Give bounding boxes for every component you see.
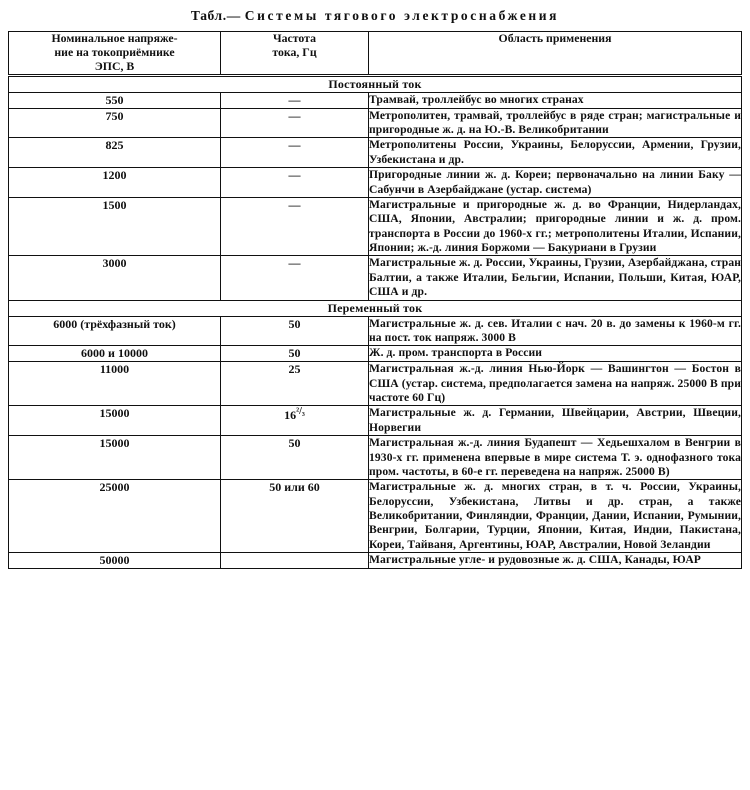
cell-voltage: 550 xyxy=(9,92,221,108)
cell-voltage: 25000 xyxy=(9,480,221,553)
cell-frequency: 50 или 60 xyxy=(221,480,369,553)
frequency-fraction: ²/₃ xyxy=(296,406,305,418)
cell-voltage: 1200 xyxy=(9,168,221,198)
table-row xyxy=(9,436,742,480)
table-row xyxy=(9,553,742,569)
cell-voltage: 6000 и 10000 xyxy=(9,346,221,362)
cell-application: Метрополитен, трамвай, троллейбус в ряде стран; магистральные и пригородные ж. д. на Ю.-В. Великобритании xyxy=(369,108,741,137)
header-line: Номинальное напряже- xyxy=(51,31,178,45)
cell-application: Ж. д. пром. транспорта в России xyxy=(369,346,742,362)
table-row xyxy=(9,406,742,436)
caption-title: Системы тягового электроснабжения xyxy=(244,8,560,23)
table-caption xyxy=(8,8,742,24)
cell-frequency: — xyxy=(221,92,369,108)
section-title-dc: Постоянный ток xyxy=(9,75,742,92)
table-row xyxy=(9,346,742,362)
column-header-voltage xyxy=(9,32,221,76)
traction-power-supply-table xyxy=(8,31,742,569)
cell-voltage: 15000 xyxy=(9,436,221,480)
cell-application: Магистральные ж. д. Германии, Швейцарии, Австрии, Швеции, Норвегии xyxy=(369,406,741,434)
header-line: Частота xyxy=(272,31,316,45)
table-row xyxy=(9,168,742,198)
table-row xyxy=(9,108,742,138)
cell-application: Магистральные угле- и рудовозные ж. д. США, Канады, ЮАР xyxy=(369,553,742,569)
cell-application: Магистральные ж. д. сев. Италии с нач. 20 в. до замены к 1960-м гг. на пост. ток напряж. 3000 В xyxy=(369,316,741,344)
cell-voltage: 750 xyxy=(9,108,221,138)
table-row xyxy=(9,197,742,256)
cell-application: Магистральные и пригородные ж. д. во Франции, Нидерландах, США, Японии, Австралии; пригородные линии и ж. д. пром. транспорта в России до 1960-х гг.; метрополитены Италии, Испании, Японии; ж.-д. линия Боржоми — Бакуриани в Грузии xyxy=(369,197,741,255)
table-row xyxy=(9,92,742,108)
table-row xyxy=(9,138,742,168)
cell-frequency: 50 xyxy=(221,436,369,480)
table-row xyxy=(9,362,742,406)
cell-application: Магистральные ж. д. России, Украины, Грузии, Азербайджана, стран Балтии, а также Италии, Бельгии, Испании, Польши, Китая, ЮАР, США и др. xyxy=(369,256,741,299)
cell-frequency: — xyxy=(221,138,369,168)
table-body xyxy=(9,75,742,569)
header-line: ние на токоприёмнике xyxy=(54,44,175,59)
cell-voltage: 1500 xyxy=(9,197,221,256)
cell-voltage: 3000 xyxy=(9,256,221,300)
cell-frequency: — xyxy=(221,197,369,256)
cell-application: Магистральные ж. д. многих стран, в т. ч. России, Украины, Белоруссии, Узбекистана, Литвы и др. стран, а также Великобритании, Финляндии, Франции, Дании, Испании, Румынии, Венгрии, Болгарии, Турции, Японии, Китая, Индии, Пакистана, Кореи, Тайваня, Аргентины, ЮАР, Австралии, Новой Зеландии xyxy=(369,480,741,551)
table-row xyxy=(9,256,742,300)
cell-frequency xyxy=(221,553,369,569)
header-line: ЭПС, В xyxy=(94,58,135,73)
cell-application: Магистральная ж.-д. линия Нью-Йорк — Вашингтон — Бостон в США (устар. система, предполагается замена на напряж. 25000 В при частоте 60 Гц) xyxy=(369,362,741,405)
cell-frequency: 50 xyxy=(221,316,369,346)
cell-voltage: 6000 (трёхфазный ток) xyxy=(9,316,221,346)
cell-voltage: 50000 xyxy=(9,553,221,569)
cell-frequency: 25 xyxy=(221,362,369,406)
cell-voltage: 11000 xyxy=(9,362,221,406)
cell-frequency: — xyxy=(221,256,369,300)
column-header-application xyxy=(369,32,742,76)
cell-application: Магистральная ж.-д. линия Будапешт — Хедьешхалом в Венгрии в 1930-х гг. применена впервые в мире система Т. э. однофазного тока пром. частоты, в 60-е гг. переведена на напряж. 25000 В) xyxy=(369,436,741,478)
table-header xyxy=(9,32,742,76)
section-header-row xyxy=(9,300,742,316)
cell-application: Пригородные линии ж. д. Кореи; первоначально на линии Баку — Сабунчи в Азербайджане (устар. система) xyxy=(369,168,741,196)
header-line: Область применения xyxy=(498,31,612,45)
section-title-ac: Переменный ток xyxy=(9,300,742,316)
cell-frequency: — xyxy=(221,108,369,138)
table-row xyxy=(9,316,742,346)
cell-frequency xyxy=(221,406,369,436)
cell-application: Трамвай, троллейбус во многих странах xyxy=(369,92,742,108)
frequency-base: 16 xyxy=(284,408,297,423)
cell-application: Метрополитены России, Украины, Белоруссии, Армении, Грузии, Узбекистана и др. xyxy=(369,138,741,166)
caption-prefix: Табл.— xyxy=(190,8,241,23)
header-line: тока, Гц xyxy=(272,44,317,59)
cell-voltage: 825 xyxy=(9,138,221,168)
cell-frequency: 50 xyxy=(221,346,369,362)
cell-frequency: — xyxy=(221,168,369,198)
table-header-row xyxy=(9,32,742,76)
cell-voltage: 15000 xyxy=(9,406,221,436)
column-header-frequency xyxy=(221,32,369,76)
section-header-row xyxy=(9,75,742,92)
table-row xyxy=(9,480,742,553)
